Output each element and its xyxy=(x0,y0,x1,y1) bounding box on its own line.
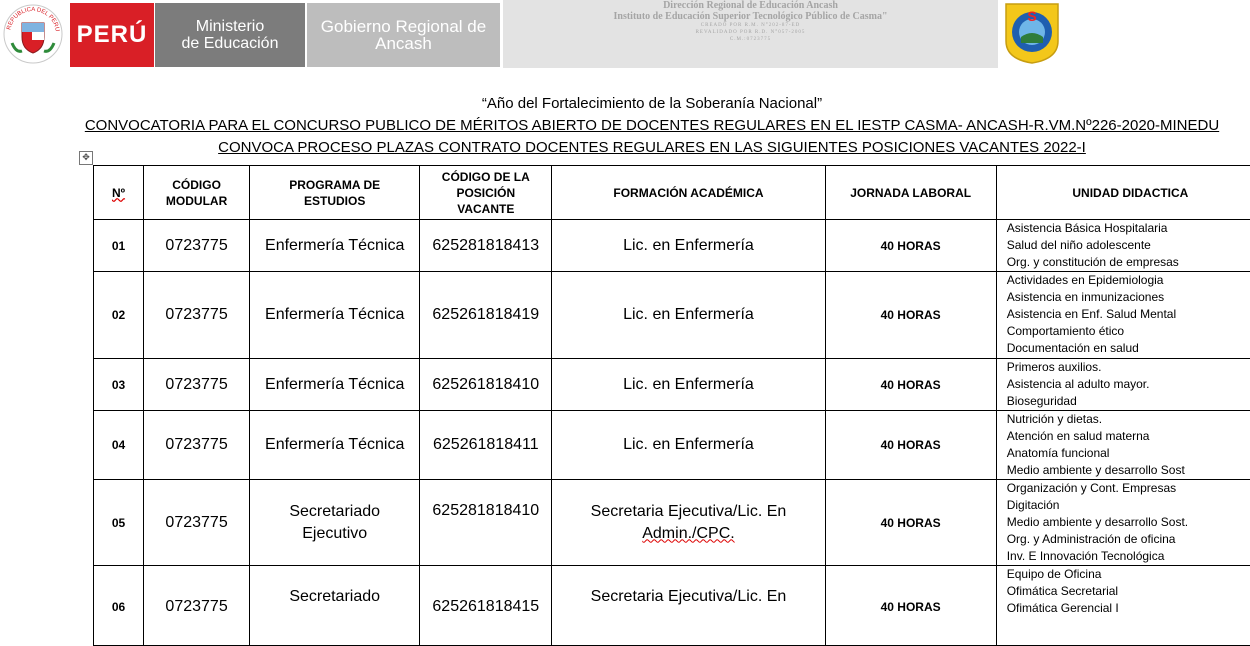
header-banner xyxy=(0,0,1250,70)
ministerio-line1: Ministerio xyxy=(196,18,264,35)
row-programa xyxy=(250,566,420,646)
svg-text:S: S xyxy=(1027,8,1036,24)
vacancies-table xyxy=(93,165,1250,646)
dre-institution-block xyxy=(503,0,998,68)
unidad-item: Medio ambiente y desarrollo Sost. xyxy=(1007,514,1250,531)
row-formacion: Lic. en Enfermería xyxy=(552,272,825,359)
dre-line2: Instituto de Educación Superior Tecnológico Público de Casma" xyxy=(503,11,998,22)
row-unidades xyxy=(996,220,1250,272)
row-codigo-modular: 0723775 xyxy=(144,359,250,411)
row-programa: Enfermería Técnica xyxy=(250,220,420,272)
row-formacion xyxy=(552,480,825,566)
convoca-subtitle: CONVOCA PROCESO PLAZAS CONTRATO DOCENTES REGULARES EN LAS SIGUIENTES POSICIONES VACANTES 2022-I xyxy=(0,139,1250,156)
unidad-item: Org. y Administración de oficina xyxy=(1007,531,1250,548)
row-num: 05 xyxy=(94,480,144,566)
unidad-item: Nutrición y dietas. xyxy=(1007,411,1250,428)
unidad-item: Equipo de Oficina xyxy=(1007,566,1250,583)
unidad-item: Organización y Cont. Empresas xyxy=(1007,480,1250,497)
row-unidades xyxy=(996,272,1250,359)
row-formacion: Lic. en Enfermería xyxy=(552,359,825,411)
programa-line2: Ejecutivo xyxy=(250,523,419,545)
header-num: Nº xyxy=(94,166,144,220)
row-programa: Enfermería Técnica xyxy=(250,411,420,480)
iestp-casma-logo-icon xyxy=(1003,1,1061,65)
row-formacion xyxy=(552,566,825,646)
year-title: “Año del Fortalecimiento de la Soberanía Nacional” xyxy=(0,95,1250,112)
row-codigo-posicion: 625261818415 xyxy=(420,566,552,646)
table-row xyxy=(94,480,1250,566)
header-codigo-modular: CÓDIGO MODULAR xyxy=(144,166,250,220)
unidad-item: Actividades en Epidemiologia xyxy=(1007,272,1250,289)
row-unidades xyxy=(996,359,1250,411)
row-jornada: 40 HORAS xyxy=(825,566,996,646)
row-jornada: 40 HORAS xyxy=(825,272,996,359)
row-codigo-posicion: 625261818411 xyxy=(420,411,552,480)
row-programa: Enfermería Técnica xyxy=(250,359,420,411)
table-row xyxy=(94,220,1250,272)
row-num: 01 xyxy=(94,220,144,272)
gobierno-line2: Ancash xyxy=(375,35,432,52)
table-row xyxy=(94,359,1250,411)
row-unidades xyxy=(996,566,1250,646)
dre-small3: C.M.:0723775 xyxy=(503,36,998,43)
header-codigo-posicion: CÓDIGO DE LA POSICIÓN VACANTE xyxy=(420,166,552,220)
row-num: 06 xyxy=(94,566,144,646)
row-formacion: Lic. en Enfermería xyxy=(552,220,825,272)
row-jornada: 40 HORAS xyxy=(825,359,996,411)
unidad-item: Comportamiento ético xyxy=(1007,323,1250,340)
table-header-row xyxy=(94,166,1250,220)
row-codigo-posicion: 625281818410 xyxy=(420,480,552,566)
header-unidad: UNIDAD DIDACTICA xyxy=(996,166,1250,220)
ministerio-brand xyxy=(155,3,305,67)
formacion-line1: Secretaria Ejecutiva/Lic. En xyxy=(552,586,824,608)
unidad-item: Bioseguridad xyxy=(1007,393,1250,410)
unidad-item: Digitación xyxy=(1007,497,1250,514)
row-num: 03 xyxy=(94,359,144,411)
unidad-item: Medio ambiente y desarrollo Sost xyxy=(1007,462,1250,479)
unidad-item: Anatomía funcional xyxy=(1007,445,1250,462)
programa-line1: Secretariado xyxy=(250,586,419,608)
unidad-item: Org. y constitución de empresas xyxy=(1007,254,1250,271)
ministerio-line2: de Educación xyxy=(182,35,279,52)
unidad-item: Documentación en salud xyxy=(1007,340,1250,357)
row-num: 04 xyxy=(94,411,144,480)
table-row xyxy=(94,272,1250,359)
row-codigo-modular: 0723775 xyxy=(144,272,250,359)
unidad-item: Inv. E Innovación Tecnológica xyxy=(1007,548,1250,565)
dre-small1: CREADO POR R.M. N°202-87-ED xyxy=(503,22,998,29)
unidad-item: Asistencia Básica Hospitalaria xyxy=(1007,220,1250,237)
row-programa xyxy=(250,480,420,566)
header-jornada: JORNADA LABORAL xyxy=(825,166,996,220)
row-codigo-posicion: 625261818410 xyxy=(420,359,552,411)
table-move-handle-icon[interactable]: ✥ xyxy=(79,151,93,165)
unidad-item: Primeros auxilios. xyxy=(1007,359,1250,376)
row-codigo-posicion: 625281818413 xyxy=(420,220,552,272)
row-codigo-modular: 0723775 xyxy=(144,480,250,566)
peru-brand: PERÚ xyxy=(70,3,154,67)
table-row xyxy=(94,411,1250,480)
row-jornada: 40 HORAS xyxy=(825,411,996,480)
svg-text:REPUBLICA DEL PERU: REPUBLICA DEL PERU xyxy=(6,7,60,32)
peru-coat-of-arms-icon xyxy=(2,3,64,65)
row-programa: Enfermería Técnica xyxy=(250,272,420,359)
row-unidades xyxy=(996,411,1250,480)
formacion-line2: Admin./CPC. xyxy=(552,523,824,545)
dre-small2: REVALIDADO POR R.D. N°057-2005 xyxy=(503,29,998,36)
row-codigo-modular: 0723775 xyxy=(144,220,250,272)
header-formacion: FORMACIÓN ACADÉMICA xyxy=(552,166,825,220)
unidad-item: Asistencia en Enf. Salud Mental xyxy=(1007,306,1250,323)
table-row xyxy=(94,566,1250,646)
convocatoria-title: CONVOCATORIA PARA EL CONCURSO PUBLICO DE MÉRITOS ABIERTO DE DOCENTES REGULARES EN EL IESTP CASMA- ANCASH-R.VM.Nº226-2020-MINEDU xyxy=(0,117,1250,134)
unidad-item: Asistencia al adulto mayor. xyxy=(1007,376,1250,393)
row-unidades xyxy=(996,480,1250,566)
unidad-item: Ofimática Gerencial I xyxy=(1007,600,1250,617)
row-codigo-modular: 0723775 xyxy=(144,566,250,646)
header-programa: PROGRAMA DE ESTUDIOS xyxy=(250,166,420,220)
formacion-line1: Secretaria Ejecutiva/Lic. En xyxy=(552,501,824,523)
unidad-item: Ofimática Secretarial xyxy=(1007,583,1250,600)
row-jornada: 40 HORAS xyxy=(825,220,996,272)
row-jornada: 40 HORAS xyxy=(825,480,996,566)
row-num: 02 xyxy=(94,272,144,359)
programa-line1: Secretariado xyxy=(250,501,419,523)
unidad-item: Asistencia en inmunizaciones xyxy=(1007,289,1250,306)
row-formacion: Lic. en Enfermería xyxy=(552,411,825,480)
unidad-item: Atención en salud materna xyxy=(1007,428,1250,445)
gobierno-line1: Gobierno Regional de xyxy=(321,18,486,35)
row-codigo-modular: 0723775 xyxy=(144,411,250,480)
unidad-item: Salud del niño adolescente xyxy=(1007,237,1250,254)
dre-line1: Dirección Regional de Educación Ancash xyxy=(503,0,998,11)
gobierno-regional-brand xyxy=(307,3,500,67)
row-codigo-posicion: 625261818419 xyxy=(420,272,552,359)
